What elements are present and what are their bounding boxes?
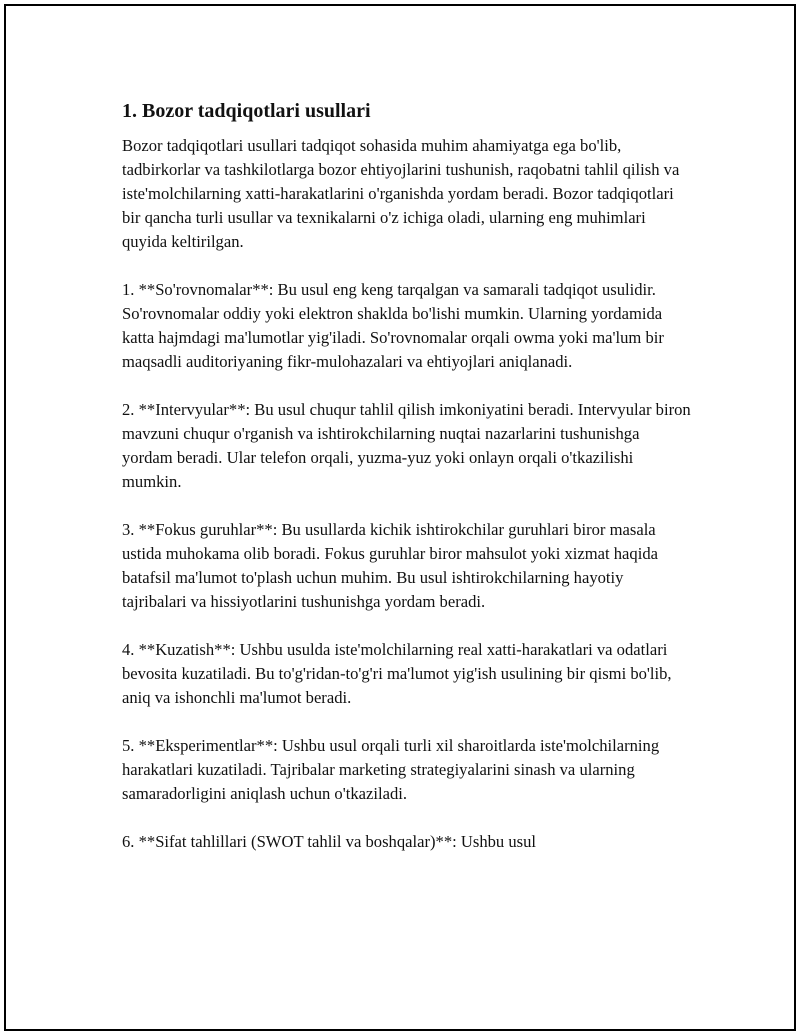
method-observation-paragraph: 4. **Kuzatish**: Ushbu usulda iste'molchilarning real xatti-harakatlari va odatlari bevosita kuzatiladi. Bu to'g'ridan-to'g'ri ma'lumot yig'ish usulining bir qismi bo'lib, aniq va ishonchli ma'lumot beradi. [122, 640, 672, 707]
page-frame [4, 4, 796, 1031]
method-qualitative-analysis-paragraph: 6. **Sifat tahlillari (SWOT tahlil va boshqalar)**: Ushbu usul [122, 832, 537, 851]
intro-paragraph: Bozor tadqiqotlari usullari tadqiqot sohasida muhim ahamiyatga ega bo'lib, tadbirkorlar va tashkilotlarga bozor ehtiyojlarini tushunish, raqobatni tahlil qilish va iste'molchilarning xatti-harakatlarini o'rganishda yordam beradi. Bozor tadqiqotlari bir qancha turli usullar va texnikalarni o'z ichiga oladi, ularning eng muhimlari quyida keltirilgan. [122, 136, 680, 251]
method-focus-groups-paragraph: 3. **Fokus guruhlar**: Bu usullarda kichik ishtirokchilar guruhlari biror masala ustida muhokama olib boradi. Fokus guruhlar biror mahsulot yoki xizmat haqida batafsil ma'lumot to'plash uchun muhim. Bu usul ishtirokchilarning hayotiy tajribalari va hissiyotlarini tushunishga yordam beradi. [122, 520, 658, 611]
method-interviews-paragraph: 2. **Intervyular**: Bu usul chuqur tahlil qilish imkoniyatini beradi. Intervyular biron mavzuni chuqur o'rganish va ishtirokchilarning nuqtai nazarlarini tushunishga yordam beradi. Ular telefon orqali, yuzma-yuz yoki onlayn orqali o'tkazilishi mumkin. [122, 400, 691, 491]
section-heading: 1. Bozor tadqiqotlari usullari [122, 100, 371, 122]
method-experiments-paragraph: 5. **Eksperimentlar**: Ushbu usul orqali turli xil sharoitlarda iste'molchilarning harakatlari kuzatiladi. Tajribalar marketing strategiyalarini sinash va ularning samaradorligini aniqlash uchun o'tkaziladi. [122, 736, 660, 803]
document-body [122, 98, 692, 878]
method-surveys-paragraph: 1. **So'rovnomalar**: Bu usul eng keng tarqalgan va samarali tadqiqot usulidir. So'rovnomalar oddiy yoki elektron shaklda bo'lishi mumkin. Ularning yordamida katta hajmdagi ma'lumotlar yig'iladi. So'rovnomalar orqali owma yoki ma'lum bir maqsadli auditoriyaning fikr-mulohazalari va ehtiyojlari aniqlanadi. [122, 280, 664, 371]
